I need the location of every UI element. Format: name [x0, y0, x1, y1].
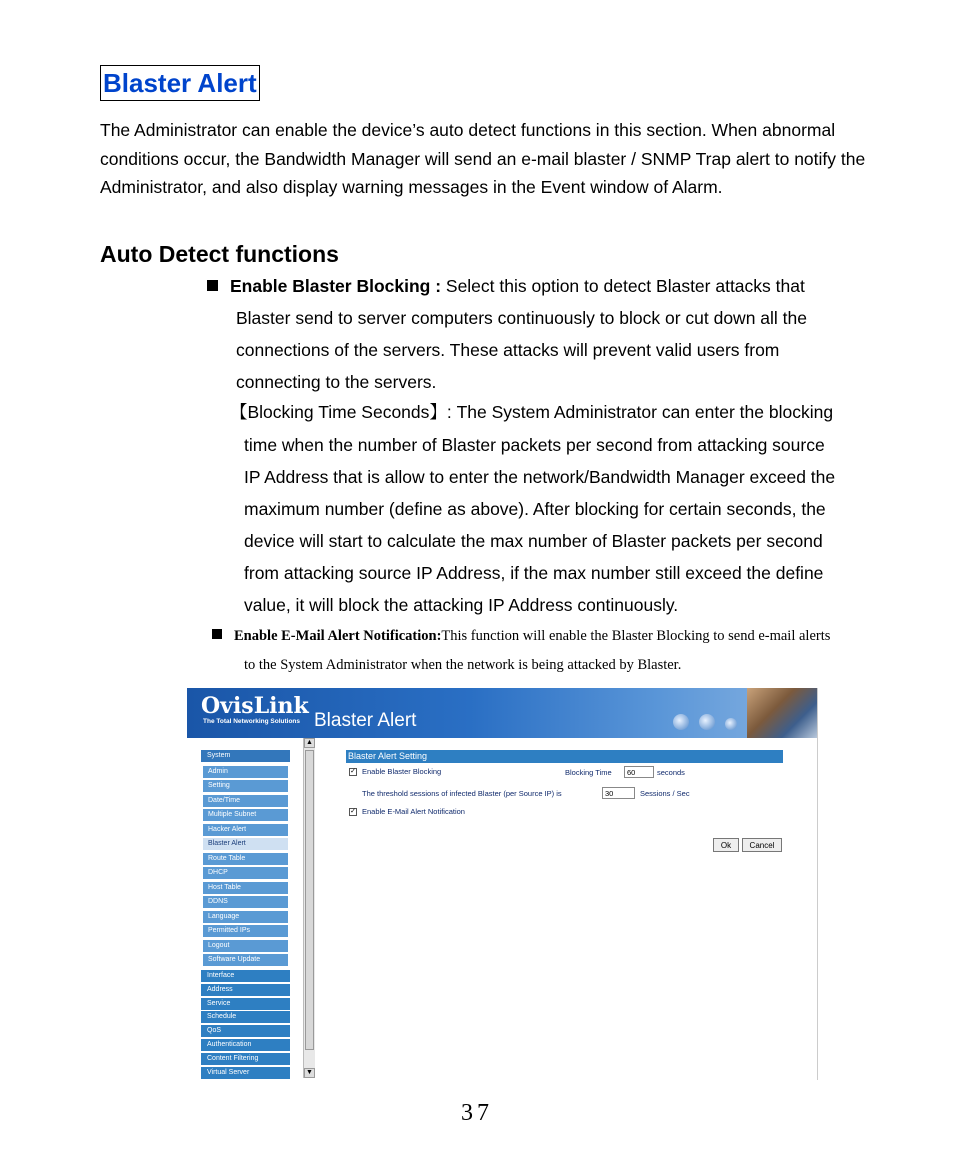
- menu-language[interactable]: Language: [203, 911, 288, 923]
- menu-logout[interactable]: Logout: [203, 940, 288, 952]
- cancel-button[interactable]: Cancel: [742, 838, 782, 852]
- enable-email-alert-label: Enable E-Mail Alert Notification: [362, 807, 465, 816]
- bullet-term: Enable Blaster Blocking :: [230, 276, 442, 296]
- menu-service[interactable]: Service: [201, 998, 290, 1010]
- bullet-blaster-blocking-line1: [207, 270, 805, 302]
- ok-button[interactable]: Ok: [713, 838, 739, 852]
- blocking-time-line: IP Address that is allow to enter the network/Bandwidth Manager exceed the: [244, 467, 836, 487]
- scroll-up-icon[interactable]: ▲: [304, 738, 315, 748]
- section-header: Blaster Alert Setting: [346, 750, 783, 763]
- menu-authentication[interactable]: Authentication: [201, 1039, 290, 1051]
- globe-icon: [699, 714, 715, 730]
- logo-tagline: The Total Networking Solutions: [203, 718, 301, 725]
- page-number: 37: [461, 1100, 493, 1126]
- blocking-time-line: time when the number of Blaster packets per second from attacking source: [244, 435, 825, 455]
- bullet-text-line: Blaster send to server computers continuously to block or cut down all the: [236, 308, 807, 328]
- menu-schedule[interactable]: Schedule: [201, 1011, 290, 1023]
- menu-virtual-server[interactable]: Virtual Server: [201, 1067, 290, 1079]
- menu-qos[interactable]: QoS: [201, 1025, 290, 1037]
- bullet-text: This function will enable the Blaster Blocking to send e-mail alerts: [441, 628, 831, 644]
- menu-date-time[interactable]: Date/Time: [203, 795, 288, 807]
- square-bullet-icon: [207, 280, 218, 291]
- blocking-time-line: maximum number (define as above). After blocking for certain seconds, the: [244, 499, 826, 519]
- sidebar-menu: [187, 738, 317, 1080]
- ovislink-logo: OvisLink: [201, 693, 309, 719]
- bullet-text: Select this option to detect Blaster attacks that: [441, 276, 805, 296]
- menu-permitted-ips[interactable]: Permitted IPs: [203, 925, 288, 937]
- menu-route-table[interactable]: Route Table: [203, 853, 288, 865]
- blocking-time-line: value, it will block the attacking IP Address continuously.: [244, 595, 679, 615]
- blocking-time-label: Blocking Time: [565, 768, 612, 777]
- header-photo: [747, 688, 817, 738]
- globe-icon: [725, 718, 737, 730]
- app-header: [187, 688, 817, 738]
- menu-content-filtering[interactable]: Content Filtering: [201, 1053, 290, 1065]
- blocking-time-line: from attacking source IP Address, if the max number still exceed the define: [244, 563, 824, 583]
- menu-address[interactable]: Address: [201, 984, 290, 996]
- sessions-unit-label: Sessions / Sec: [640, 789, 690, 798]
- menu-host-table[interactable]: Host Table: [203, 882, 288, 894]
- blocking-time-line: 【Blocking Time Seconds】: The System Administrator can enter the blocking: [230, 402, 834, 422]
- section-title: Blaster Alert: [100, 65, 260, 101]
- menu-interface[interactable]: Interface: [201, 970, 290, 982]
- blocking-time-line: device will start to calculate the max number of Blaster packets per second: [244, 531, 823, 551]
- header-title: Blaster Alert: [314, 710, 417, 731]
- menu-setting[interactable]: Setting: [203, 780, 288, 792]
- scroll-down-icon[interactable]: ▼: [304, 1068, 315, 1078]
- bullet-term: Enable E-Mail Alert Notification:: [234, 628, 442, 644]
- menu-multiple-subnet[interactable]: Multiple Subnet: [203, 809, 288, 821]
- menu-hacker-alert[interactable]: Hacker Alert: [203, 824, 288, 836]
- threshold-label: The threshold sessions of infected Blaster (per Source IP) is: [362, 789, 562, 798]
- intro-paragraph: The Administrator can enable the device’s auto detect functions in this section. When abnormal conditions occur, the Bandwidth Manager will send an e-mail blaster / SNMP Trap alert to notify the Administrator, and also display warning messages in the Event window of Alarm.: [100, 120, 866, 197]
- ui-screenshot: [187, 688, 818, 1080]
- settings-panel: [317, 738, 817, 1080]
- menu-system[interactable]: System: [201, 750, 290, 762]
- subheading: Auto Detect functions: [100, 241, 339, 267]
- scroll-thumb[interactable]: [305, 750, 314, 1050]
- blocking-time-input[interactable]: [624, 766, 654, 778]
- menu-blaster-alert[interactable]: Blaster Alert: [203, 838, 288, 850]
- menu-admin[interactable]: Admin: [203, 766, 288, 778]
- bullet-text-line: connections of the servers. These attacks will prevent valid users from: [236, 340, 780, 360]
- enable-blaster-blocking-label: Enable Blaster Blocking: [362, 767, 442, 776]
- menu-software-update[interactable]: Software Update: [203, 954, 288, 966]
- bullet-text-line: connecting to the servers.: [236, 372, 437, 392]
- square-bullet-icon: [212, 629, 222, 639]
- menu-dhcp[interactable]: DHCP: [203, 867, 288, 879]
- globe-icon: [673, 714, 689, 730]
- seconds-label: seconds: [657, 768, 685, 777]
- enable-email-alert-checkbox[interactable]: ✓: [350, 808, 356, 815]
- menu-ddns[interactable]: DDNS: [203, 896, 288, 908]
- threshold-input[interactable]: [602, 787, 635, 799]
- bullet-email-line2: to the System Administrator when the network is being attacked by Blaster.: [244, 657, 682, 673]
- enable-blaster-blocking-checkbox[interactable]: ✓: [350, 768, 356, 775]
- bullet-email-line1: [212, 622, 830, 651]
- menu-scrollbar[interactable]: [303, 738, 315, 1078]
